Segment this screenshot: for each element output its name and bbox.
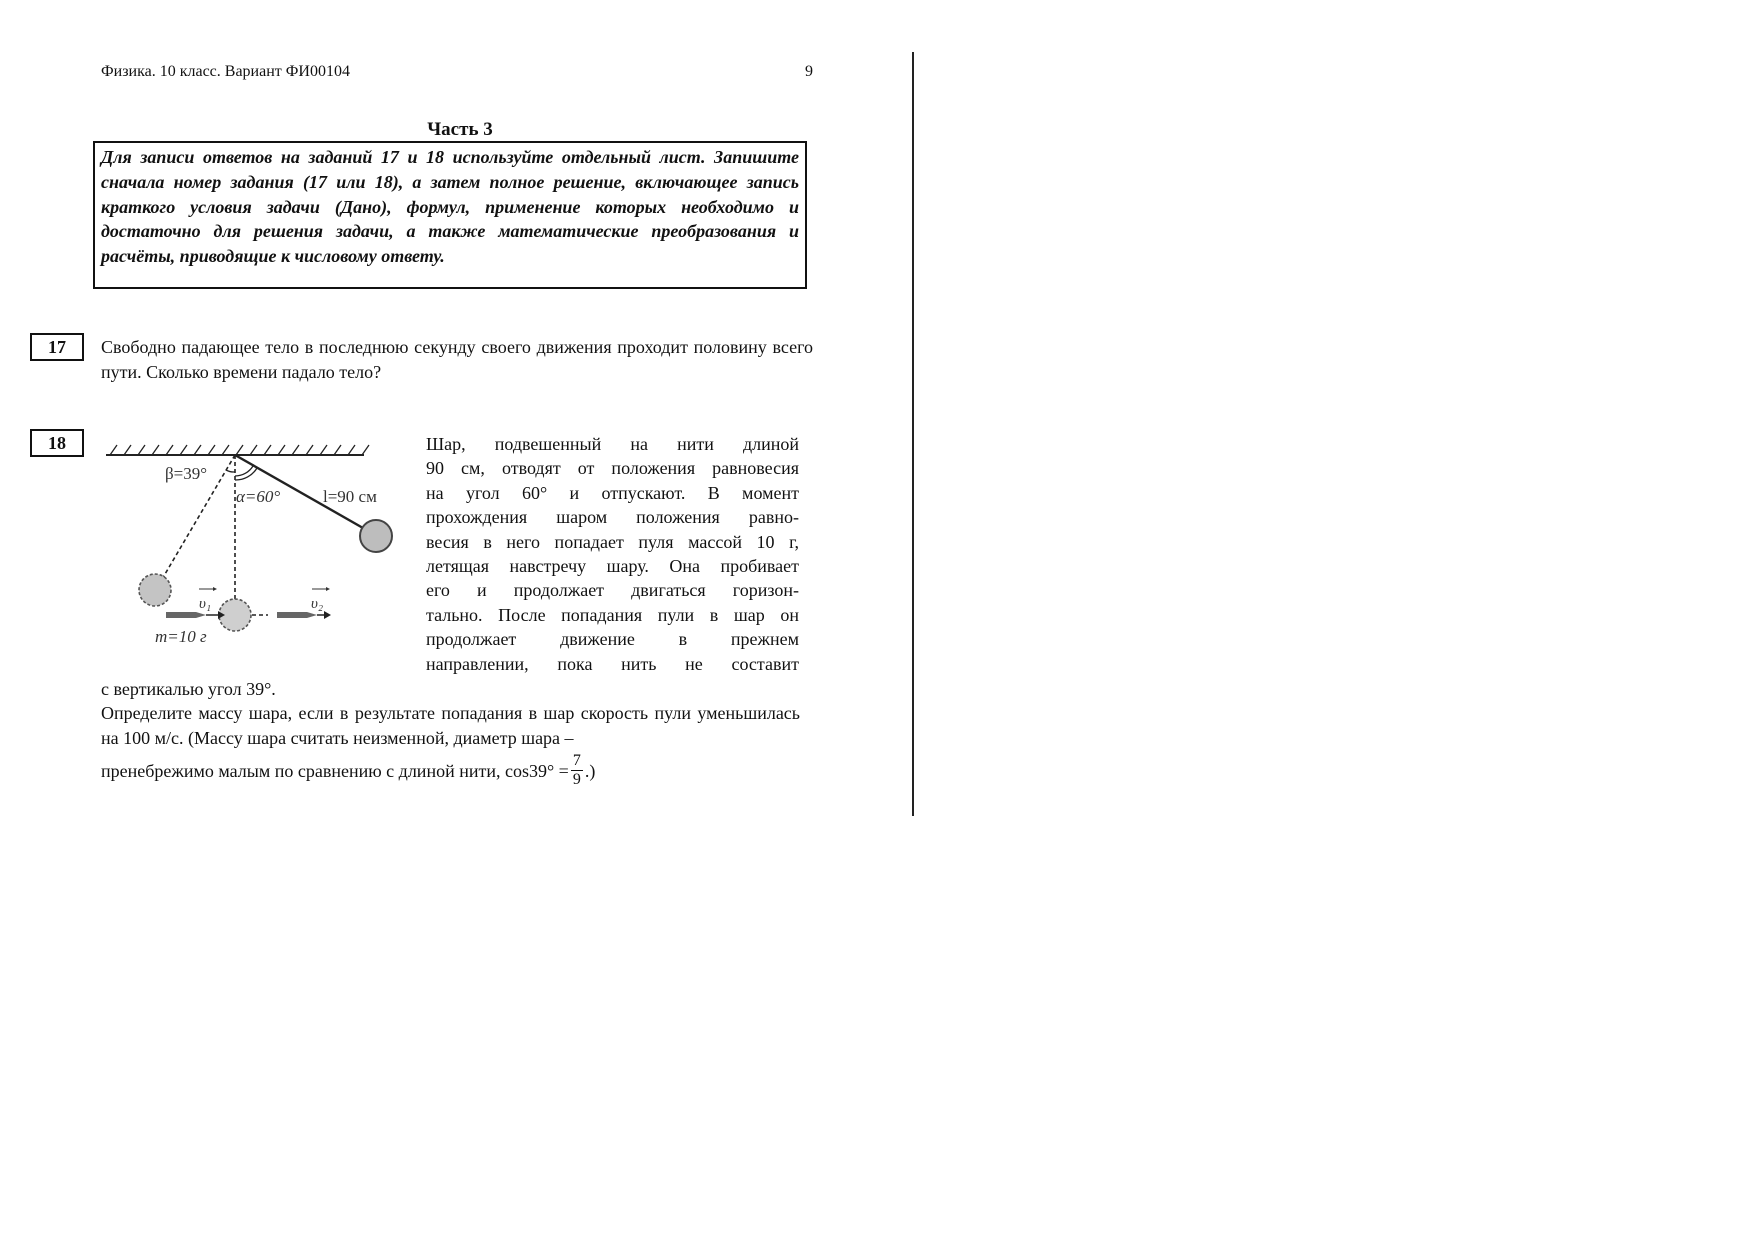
beta-label: β=39° [165,464,208,483]
side-line: 90 см, отводят от положения равновесия [426,458,799,479]
side-line: продолжает движение в прежнем [426,629,799,650]
bullet-right [277,612,307,618]
mass-label: m=10 г [155,627,207,646]
alpha-label: α=60° [236,487,281,506]
ball-final [139,574,171,606]
task-18-question: Определите массу шара, если в результате попадания в шар скорость пули уменьшилась на 100 м/с. (Массу шара считать неизменной, диаметр шара – [101,703,800,748]
page-number: 9 [805,63,813,80]
task-18-last-line [101,753,595,788]
side-line: Шар, подвешенный на нити длиной [426,434,799,454]
v1-label: υ₁ [199,596,212,612]
cos-fraction [571,753,583,788]
task-18-number: 18 [30,429,84,457]
task-18-side-text [426,432,799,676]
pendulum-figure [100,440,400,655]
side-line: тально. После попадания пули в шар он [426,604,799,625]
alpha-arc-2 [235,468,257,480]
last-line-suffix: .) [584,760,596,781]
v2-label: υ₂ [311,596,324,612]
instructions-text: Для записи ответов на заданий 17 и 18 используйте отдельный лист. Запишите сначала номер задания (17 или 18), а затем полное решение, включающее запись краткого условия задачи (Дано), формул, применение которых необходимо и достаточно для решения задачи, а также математические преобразования и расчёты, приводящие к числовому ответу. [101,147,799,267]
length-label: l=90 см [323,487,377,506]
page-header-subject: Физика. 10 класс. Вариант ФИ00104 [101,63,350,80]
ball-initial [360,520,392,552]
ceiling-hatch [110,445,369,455]
last-line-prefix: пренебрежимо малым по сравнению с длиной нити, cos39° = [101,760,569,781]
side-line: направлении, пока нить не составит [426,653,799,674]
side-line: его и продолжает двигаться горизон- [426,580,799,601]
fraction-denominator: 9 [572,771,581,788]
part-title: Часть 3 [427,119,493,140]
task-18-tail: с вертикалью угол 39°. [101,679,276,699]
task-17-text: Свободно падающее тело в последнюю секунду своего движения проходит половину всего пути. Сколько времени падало тело? [101,337,813,382]
task-17-number: 17 [30,333,84,361]
instructions-box [93,141,807,289]
side-line: на угол 60° и отпускают. В момент [426,482,799,503]
beta-arc [226,470,235,472]
side-line: прохождения шаром положения равно- [426,507,799,528]
fraction-numerator: 7 [572,752,581,769]
side-line: летящая навстречу шару. Она пробивает [426,556,799,577]
side-line: весия в него попадает пуля массой 10 г, [426,531,799,552]
bullet-left [166,612,196,618]
page-divider [912,52,914,816]
